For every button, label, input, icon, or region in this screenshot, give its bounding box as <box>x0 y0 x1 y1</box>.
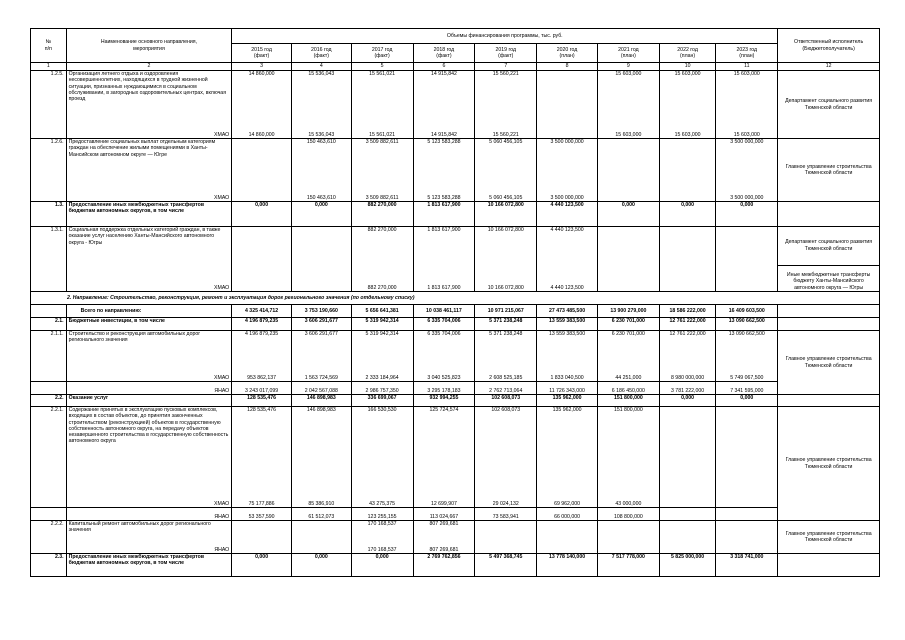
value-cell: 3 781 222,000 <box>659 382 716 395</box>
value-cell: 3 500 000,000 <box>716 191 778 202</box>
header-year <box>716 44 778 63</box>
value-cell <box>232 191 292 202</box>
value-cell: 15 561,021 <box>351 129 413 139</box>
column-number: 2 <box>66 63 232 71</box>
responsible-cell: Главное управление строительства Тюменской области <box>778 407 880 521</box>
value-cell <box>597 227 659 266</box>
value-cell: 73 583,941 <box>475 508 537 521</box>
value-cell <box>232 521 292 540</box>
value-cell: 4 325 414,712 <box>232 305 292 318</box>
value-cell: 4 196 879,235 <box>232 318 292 331</box>
table-row <box>31 331 880 370</box>
value-cell: 3 606 291,677 <box>291 318 351 331</box>
value-cell: 3 500 000,000 <box>537 191 598 202</box>
value-cell <box>232 265 292 292</box>
value-cell: 66 000,000 <box>537 508 598 521</box>
column-number: 8 <box>537 63 598 71</box>
row-number <box>31 539 67 554</box>
value-cell: 13 559 383,500 <box>537 318 598 331</box>
year-kind: (факт) <box>374 53 390 59</box>
value-cell: 3 509 882,611 <box>351 139 413 192</box>
value-cell: 1 813 617,900 <box>413 265 475 292</box>
table-row <box>31 554 880 577</box>
column-numbers-row <box>31 63 880 71</box>
value-cell: 7 341 595,000 <box>716 382 778 395</box>
value-cell: 336 699,067 <box>351 395 413 407</box>
row-name: Содержание принятых в эксплуатацию пусковых комплексов, входящих в состав объектов, до принятия законченных строительством (реконструкцией) объектов в государственную собственность автономного округа, на передачу объектов незавершенного строительства в государственную собственность автономного округа <box>66 407 232 494</box>
financing-table <box>30 28 880 577</box>
row-number: 1.2.6. <box>31 139 67 192</box>
value-cell: 5 060 456,105 <box>475 139 537 192</box>
value-cell: 1 813 617,900 <box>413 227 475 266</box>
value-cell: 14 915,842 <box>413 129 475 139</box>
header-year <box>659 44 716 63</box>
value-cell: 1 813 617,900 <box>413 202 475 227</box>
table-row <box>31 305 880 318</box>
value-cell: 3 295 178,183 <box>413 382 475 395</box>
value-cell: 0,000 <box>291 554 351 577</box>
value-cell: 15 536,043 <box>291 71 351 130</box>
value-cell: 3 243 017,099 <box>232 382 292 395</box>
table-row <box>31 139 880 192</box>
value-cell: 5 749 067,500 <box>716 369 778 382</box>
value-cell: 6 230 701,000 <box>597 318 659 331</box>
value-cell: 5 825 000,000 <box>659 554 716 577</box>
value-cell: 125 724,574 <box>413 407 475 494</box>
value-cell: 4 440 123,500 <box>537 202 598 227</box>
region-label: ЯНАО <box>66 508 232 521</box>
value-cell: 932 994,255 <box>413 395 475 407</box>
table-row <box>31 493 880 508</box>
year-label: 2017 год <box>371 46 393 53</box>
value-cell <box>659 521 716 540</box>
year-kind: (факт) <box>498 53 514 59</box>
value-cell: 0,000 <box>659 202 716 227</box>
year-label: 2018 год <box>433 46 455 53</box>
row-name: Капитальный ремонт автомобильных дорог регионального значения <box>66 521 232 540</box>
value-cell: 2 986 757,350 <box>351 382 413 395</box>
year-label: 2020 год <box>556 46 578 53</box>
value-cell: 13 090 662,500 <box>716 318 778 331</box>
header-num: № п/п <box>31 29 67 63</box>
value-cell: 12 761 222,000 <box>659 318 716 331</box>
year-kind: (план) <box>620 53 636 59</box>
value-cell: 75 177,886 <box>232 493 292 508</box>
table-row <box>31 71 880 130</box>
value-cell <box>537 521 598 540</box>
row-name: Строительство и реконструкция автомобильных дорог регионального значения <box>66 331 232 370</box>
value-cell: 1 833 040,500 <box>537 369 598 382</box>
value-cell: 0,000 <box>659 395 716 407</box>
year-label: 2022 год <box>677 46 698 53</box>
region-label: ХМАО <box>66 191 232 202</box>
value-cell: 0,000 <box>597 202 659 227</box>
value-cell: 12 761 222,000 <box>659 331 716 370</box>
value-cell: 0,000 <box>716 395 778 407</box>
value-cell: 13 559 383,500 <box>537 331 598 370</box>
region-label: ХМАО <box>66 369 232 382</box>
document-page <box>30 28 880 603</box>
value-cell: 13 090 662,500 <box>716 331 778 370</box>
value-cell: 128 535,476 <box>232 395 292 407</box>
value-cell: 5 319 942,314 <box>351 331 413 370</box>
value-cell <box>232 227 292 266</box>
responsible-cell: Главное управление строительства Тюменской области <box>778 331 880 395</box>
value-cell <box>597 265 659 292</box>
responsible-cell: Иные межбюджетные трансферты бюджету Ханты-Мансийского автономного округа — Югры <box>778 265 880 292</box>
year-label: 2015 год <box>251 46 272 53</box>
row-number <box>31 305 67 318</box>
value-cell <box>716 508 778 521</box>
value-cell: 15 603,000 <box>597 129 659 139</box>
value-cell <box>659 227 716 266</box>
header-year <box>232 44 292 63</box>
value-cell: 10 971 215,067 <box>475 305 537 318</box>
year-label: 2019 год <box>495 46 517 53</box>
value-cell: 108 800,000 <box>597 508 659 521</box>
value-cell: 102 608,073 <box>475 407 537 494</box>
value-cell: 15 561,021 <box>351 71 413 130</box>
region-label: ЯНАО <box>66 382 232 395</box>
table-row <box>31 227 880 266</box>
header-year <box>597 44 659 63</box>
value-cell <box>716 227 778 266</box>
header-volumes: Объемы финансирования программы, тыс. руб. <box>232 29 778 44</box>
value-cell: 5 123 583,288 <box>413 139 475 192</box>
value-cell <box>232 139 292 192</box>
row-number: 1.2.5. <box>31 71 67 130</box>
table-row <box>31 395 880 407</box>
value-cell: 123 255,155 <box>351 508 413 521</box>
column-number: 6 <box>413 63 475 71</box>
value-cell: 27 473 485,500 <box>537 305 598 318</box>
value-cell <box>716 407 778 494</box>
value-cell: 146 898,983 <box>291 407 351 494</box>
row-number: 2.2.2. <box>31 521 67 540</box>
header-year <box>475 44 537 63</box>
value-cell: 5 371 238,248 <box>475 331 537 370</box>
value-cell <box>716 521 778 540</box>
value-cell: 6 186 450,000 <box>597 382 659 395</box>
responsible-cell <box>778 318 880 331</box>
value-cell: 882 270,000 <box>351 202 413 227</box>
column-number: 5 <box>351 63 413 71</box>
value-cell: 953 862,137 <box>232 369 292 382</box>
value-cell: 882 270,000 <box>351 265 413 292</box>
year-kind: (план) <box>680 53 696 59</box>
header-direction: Наименование основного направления, мероприятия <box>66 29 232 63</box>
value-cell <box>537 71 598 130</box>
value-cell: 4 440 123,500 <box>537 227 598 266</box>
value-cell: 150 463,610 <box>291 139 351 192</box>
value-cell: 15 603,000 <box>597 71 659 130</box>
value-cell <box>597 521 659 540</box>
column-number: 9 <box>597 63 659 71</box>
responsible-cell: Департамент социального развития Тюменской области <box>778 227 880 266</box>
year-kind: (факт) <box>436 53 452 59</box>
value-cell: 3 040 525,823 <box>413 369 475 382</box>
table-row <box>31 265 880 292</box>
header-year <box>537 44 598 63</box>
value-cell: 15 603,000 <box>716 129 778 139</box>
value-cell <box>475 521 537 540</box>
row-number: 2.2. <box>31 395 67 407</box>
year-kind: (план) <box>739 53 755 59</box>
value-cell <box>597 139 659 192</box>
value-cell: 6 230 701,000 <box>597 331 659 370</box>
row-number <box>31 369 67 382</box>
value-cell: 5 319 942,314 <box>351 318 413 331</box>
column-number: 11 <box>716 63 778 71</box>
region-label: ХМАО <box>66 493 232 508</box>
value-cell: 15 603,000 <box>659 129 716 139</box>
value-cell: 170 168,537 <box>351 539 413 554</box>
row-name: Оказание услуг <box>66 395 232 407</box>
value-cell: 8 980 000,000 <box>659 369 716 382</box>
header-row <box>31 29 880 44</box>
row-number <box>31 265 67 292</box>
value-cell: 53 357,590 <box>232 508 292 521</box>
responsible-cell <box>778 395 880 407</box>
value-cell: 0,000 <box>716 202 778 227</box>
row-number <box>31 129 67 139</box>
value-cell: 5 656 641,381 <box>351 305 413 318</box>
row-number: 1.3. <box>31 202 67 227</box>
value-cell: 6 335 704,006 <box>413 318 475 331</box>
value-cell: 3 753 190,660 <box>291 305 351 318</box>
table-row <box>31 382 880 395</box>
value-cell: 4 440 123,500 <box>537 265 598 292</box>
table-row <box>31 521 880 540</box>
value-cell: 43 000,000 <box>597 493 659 508</box>
row-name: Предоставление иных межбюджетных трансфертов бюджетам автономных округов, в том числе <box>66 554 232 577</box>
value-cell <box>291 521 351 540</box>
region-label: ЯНАО <box>66 539 232 554</box>
row-name: Предоставление социальных выплат отдельным категориям граждан на обеспечение жилыми помещениями в Ханты-Мансийском автономном округе — Югре <box>66 139 232 192</box>
value-cell: 29 024,132 <box>475 493 537 508</box>
row-number: 2.2.1. <box>31 407 67 494</box>
value-cell: 150 463,610 <box>291 191 351 202</box>
row-name: Предоставление иных межбюджетных трансфертов бюджетам автономных округов, в том числе <box>66 202 232 227</box>
value-cell <box>537 129 598 139</box>
value-cell: 151 800,000 <box>597 407 659 494</box>
year-label: 2016 год <box>311 46 332 53</box>
value-cell: 44 251,000 <box>597 369 659 382</box>
value-cell <box>716 539 778 554</box>
value-cell: 13 900 279,000 <box>597 305 659 318</box>
value-cell <box>597 539 659 554</box>
row-number <box>31 508 67 521</box>
responsible-cell: Главное управление строительства Тюменской области <box>778 521 880 554</box>
value-cell: 4 196 879,235 <box>232 331 292 370</box>
header-year <box>291 44 351 63</box>
value-cell: 151 800,000 <box>597 395 659 407</box>
value-cell: 11 726 343,000 <box>537 382 598 395</box>
year-kind: (план) <box>559 53 575 59</box>
responsible-cell <box>778 305 880 318</box>
value-cell <box>659 539 716 554</box>
value-cell <box>716 265 778 292</box>
value-cell: 43 275,375 <box>351 493 413 508</box>
value-cell: 0,000 <box>232 202 292 227</box>
value-cell <box>597 191 659 202</box>
value-cell: 69 962,000 <box>537 493 598 508</box>
value-cell: 2 769 762,856 <box>413 554 475 577</box>
direction-heading: 2. Направление: Строительство, реконструкция, ремонт и эксплуатация дорог регионального значения (по отдельному списку) <box>31 292 880 305</box>
value-cell: 170 168,537 <box>351 521 413 540</box>
value-cell: 14 915,842 <box>413 71 475 130</box>
value-cell: 128 535,476 <box>232 407 292 494</box>
value-cell <box>659 191 716 202</box>
row-name: Организация летнего отдыха и оздоровления несовершеннолетних, находящихся в трудной жизненной ситуации, признанных нуждающимися в социальном обслуживании, в загородных оздоровительных центрах, включая проезд <box>66 71 232 130</box>
value-cell: 15 536,043 <box>291 129 351 139</box>
value-cell <box>659 508 716 521</box>
value-cell <box>291 227 351 266</box>
year-label: 2021 год <box>618 46 639 53</box>
value-cell: 7 517 778,000 <box>597 554 659 577</box>
value-cell: 15 603,000 <box>659 71 716 130</box>
row-number: 1.3.1. <box>31 227 67 266</box>
value-cell <box>659 407 716 494</box>
table-row <box>31 539 880 554</box>
value-cell: 14 860,000 <box>232 71 292 130</box>
value-cell: 15 560,221 <box>475 129 537 139</box>
value-cell: 3 318 741,000 <box>716 554 778 577</box>
table-row <box>31 129 880 139</box>
value-cell: 10 166 072,800 <box>475 227 537 266</box>
row-number: 2.1. <box>31 318 67 331</box>
value-cell: 5 497 368,745 <box>475 554 537 577</box>
value-cell <box>291 265 351 292</box>
table-row <box>31 369 880 382</box>
header-responsible: Ответственный исполнитель (Бюджетополучатель) <box>778 29 880 63</box>
year-kind: (факт) <box>313 53 329 59</box>
responsible-cell: Департамент социального развития Тюменской области <box>778 71 880 139</box>
value-cell: 15 560,221 <box>475 71 537 130</box>
column-number: 1 <box>31 63 67 71</box>
value-cell: 3 500 000,000 <box>537 139 598 192</box>
row-number <box>31 191 67 202</box>
value-cell <box>716 493 778 508</box>
value-cell: 10 166 072,800 <box>475 202 537 227</box>
value-cell <box>659 265 716 292</box>
value-cell <box>291 539 351 554</box>
header-year <box>413 44 475 63</box>
row-number <box>31 382 67 395</box>
value-cell: 5 371 238,248 <box>475 318 537 331</box>
region-label: ХМАО <box>66 129 232 139</box>
responsible-cell <box>778 554 880 577</box>
value-cell: 10 038 461,117 <box>413 305 475 318</box>
value-cell: 18 586 222,000 <box>659 305 716 318</box>
value-cell: 146 898,983 <box>291 395 351 407</box>
row-number <box>31 493 67 508</box>
value-cell: 12 699,907 <box>413 493 475 508</box>
responsible-cell <box>778 202 880 227</box>
value-cell: 15 603,000 <box>716 71 778 130</box>
year-label: 2023 год <box>736 46 758 53</box>
table-row <box>31 191 880 202</box>
table-row <box>31 508 880 521</box>
value-cell: 2 608 525,185 <box>475 369 537 382</box>
value-cell: 1 563 724,569 <box>291 369 351 382</box>
row-name: Всего по направлению: <box>66 305 232 318</box>
value-cell <box>537 539 598 554</box>
value-cell: 6 335 704,006 <box>413 331 475 370</box>
value-cell: 85 386,910 <box>291 493 351 508</box>
value-cell: 3 500 000,000 <box>716 139 778 192</box>
value-cell: 2 333 184,964 <box>351 369 413 382</box>
value-cell: 135 962,000 <box>537 407 598 494</box>
value-cell: 14 860,000 <box>232 129 292 139</box>
table-row <box>31 202 880 227</box>
value-cell <box>659 493 716 508</box>
column-number: 7 <box>475 63 537 71</box>
region-label: ХМАО <box>66 265 232 292</box>
value-cell: 2 042 567,088 <box>291 382 351 395</box>
row-name: Бюджетные инвестиции, в том числе <box>66 318 232 331</box>
value-cell <box>659 139 716 192</box>
table-row <box>31 407 880 494</box>
value-cell: 13 778 140,000 <box>537 554 598 577</box>
value-cell <box>475 539 537 554</box>
value-cell: 5 123 583,288 <box>413 191 475 202</box>
column-number: 12 <box>778 63 880 71</box>
value-cell: 0,000 <box>351 554 413 577</box>
value-cell: 10 166 072,800 <box>475 265 537 292</box>
value-cell: 5 060 456,105 <box>475 191 537 202</box>
column-number: 10 <box>659 63 716 71</box>
table-row <box>31 292 880 305</box>
value-cell: 3 606 291,677 <box>291 331 351 370</box>
header-year <box>351 44 413 63</box>
table-row <box>31 318 880 331</box>
value-cell: 807 269,681 <box>413 539 475 554</box>
value-cell: 16 409 603,500 <box>716 305 778 318</box>
column-number: 4 <box>291 63 351 71</box>
value-cell: 0,000 <box>232 554 292 577</box>
value-cell: 113 024,667 <box>413 508 475 521</box>
value-cell: 2 762 713,064 <box>475 382 537 395</box>
row-number: 2.3. <box>31 554 67 577</box>
row-name: Социальная поддержка отдельных категорий граждан, в также оказание услуг населению Ханты-Мансийского автономного округа - Югры <box>66 227 232 266</box>
row-number: 2.1.1. <box>31 331 67 370</box>
year-kind: (факт) <box>253 53 270 59</box>
value-cell: 882 270,000 <box>351 227 413 266</box>
value-cell: 0,000 <box>291 202 351 227</box>
value-cell: 61 512,073 <box>291 508 351 521</box>
value-cell: 166 530,530 <box>351 407 413 494</box>
value-cell: 135 962,000 <box>537 395 598 407</box>
column-number: 3 <box>232 63 292 71</box>
value-cell: 102 608,073 <box>475 395 537 407</box>
value-cell: 807 269,681 <box>413 521 475 540</box>
responsible-cell: Главное управление строительства Тюменской области <box>778 139 880 202</box>
value-cell: 3 509 882,611 <box>351 191 413 202</box>
value-cell <box>232 539 292 554</box>
